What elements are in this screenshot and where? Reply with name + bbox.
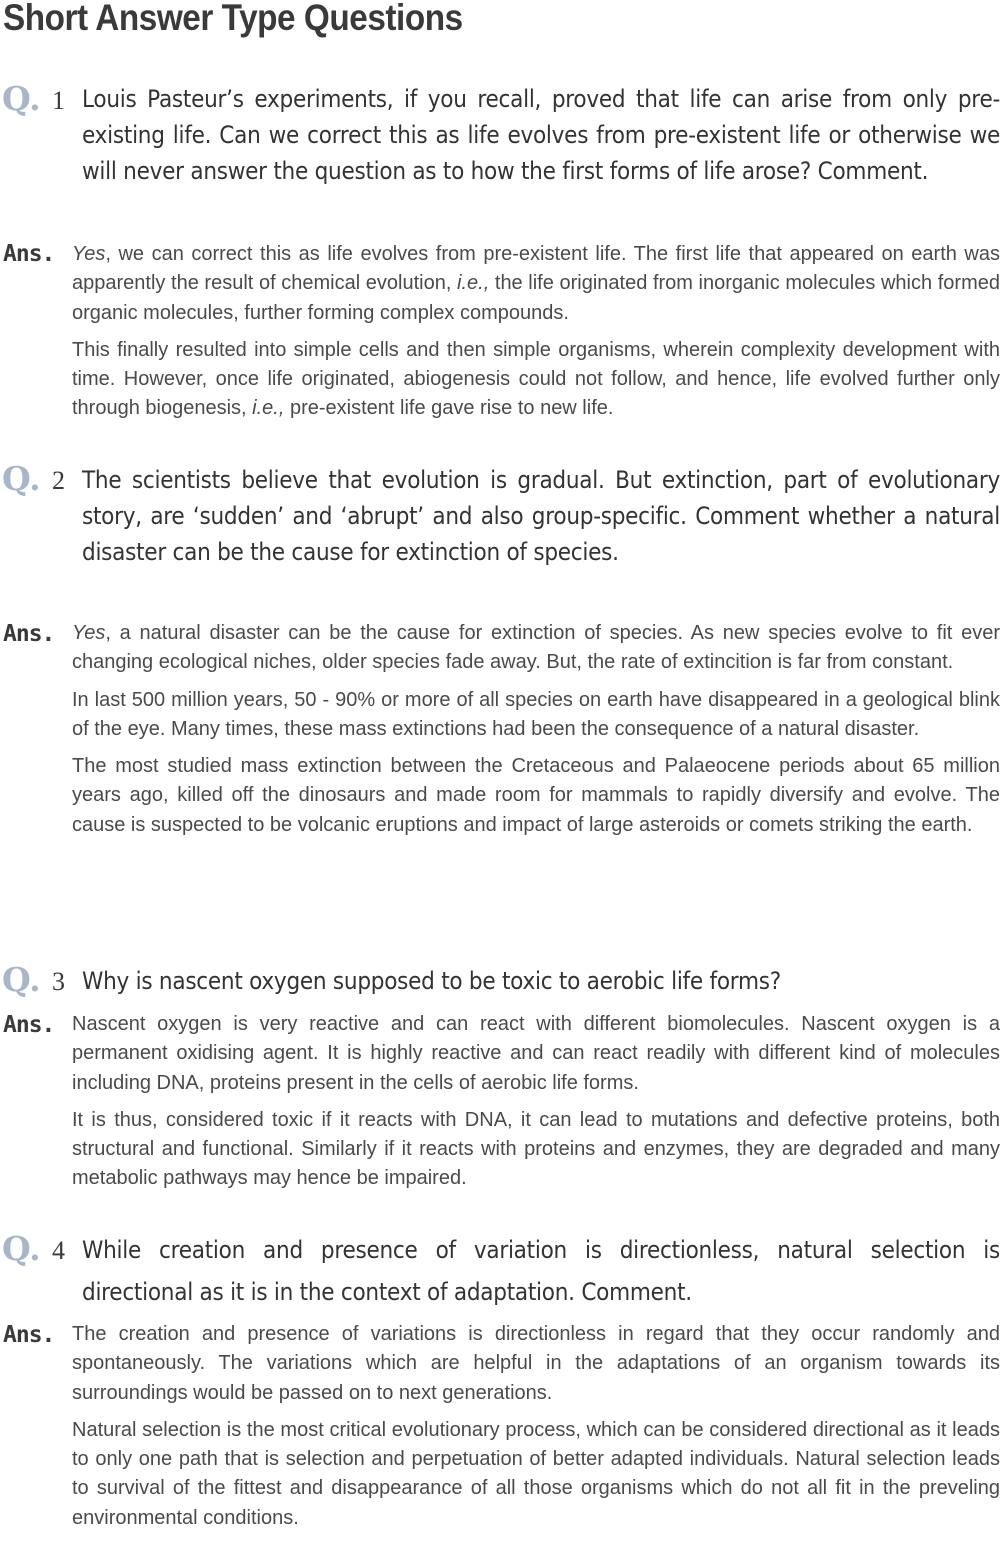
question-marker: Q.: [2, 960, 41, 999]
answer-body-2: [72, 619, 1000, 848]
question-marker: Q.: [2, 1229, 41, 1268]
answer-body-4: [72, 1320, 1000, 1541]
question-number: 1: [52, 86, 65, 115]
question-number: 3: [52, 967, 65, 996]
answer-body-1: [72, 240, 1000, 432]
question-text: The scientists believe that evolution is gradual. But extinction, part of evolutionary story, are ‘sudden’ and ‘abrupt’ and also group-specific. Comment whether a natural disaster can be the cause for extinction of species.: [82, 466, 1000, 566]
answer-paragraph: It is thus, considered toxic if it reacts with DNA, it can lead to mutations and defective proteins, both structural and functional. Similarly if it reacts with proteins and enzymes, they are degraded and many metabolic pathways may hence be impaired.: [72, 1108, 1000, 1190]
section-title: Short Answer Type Questions: [3, 0, 463, 38]
answer-label: Ans.: [3, 241, 55, 267]
question-marker: Q.: [2, 79, 41, 118]
question-number: 2: [52, 466, 65, 495]
answer-paragraph: Natural selection is the most critical evolutionary process, which can be considered directional as it leads to only one path that is selection and perpetuation of better adapted individuals. Natural selection leads to survival of the fittest and disappearance of all those organisms which do not all fit in the preveling environmental conditions.: [72, 1418, 1000, 1529]
question-text: Why is nascent oxygen supposed to be toxic to aerobic life forms?: [82, 967, 781, 995]
answer-paragraph: The most studied mass extinction between the Cretaceous and Palaeocene periods about 65 million years ago, killed off the dinosaurs and made room for mammals to rapidly diversify and evolve. The cause is suspected to be volcanic eruptions and impact of large asteroids or comets striking the earth.: [72, 755, 1000, 836]
question-number: 4: [52, 1236, 65, 1265]
answer-paragraph: Nascent oxygen is very reactive and can react with different biomolecules. Nascent oxygen is a permanent oxidising agent. It is highly reactive and can react readily with different kind of molecules including DNA, proteins present in the cells of aerobic life forms.: [72, 1013, 1000, 1094]
question-text: While creation and presence of variation is directionless, natural selection is directional as it is in the context of adaptation. Comment.: [82, 1236, 1000, 1306]
answer-paragraph: In last 500 million years, 50 - 90% or more of all species on earth have disappeared in a geological blink of the eye. Many times, these mass extinctions had been the consequence of a natural disaster.: [72, 688, 1000, 740]
answer-paragraph: The creation and presence of variations is directionless in regard that they occur randomly and spontaneously. The variations which are helpful in the adaptations of an organism towards its surroundings would be passed on to next generations.: [72, 1323, 1000, 1404]
answer-paragraph: Yes, we can correct this as life evolves from pre-existent life. The first life that appeared on earth was apparently the result of chemical evolution, i.e., the life originated from inorganic molecules which formed organic molecules, further forming complex compounds.: [72, 243, 1000, 324]
answer-label: Ans.: [3, 1012, 55, 1038]
answer-paragraph: This finally resulted into simple cells and then simple organisms, wherein complexity development with time. However, once life originated, abiogenesis could not follow, and hence, life evolved further only through biogenesis, i.e., pre-existent life gave rise to new life.: [72, 338, 1000, 420]
answer-label: Ans.: [3, 621, 55, 647]
answer-body-3: [72, 1010, 1000, 1202]
answer-paragraph: Yes, a natural disaster can be the cause for extinction of species. As new species evolve to fit ever changing ecological niches, older species fade away. But, the rate of extincition is far from constant.: [72, 622, 1000, 674]
answer-label: Ans.: [3, 1322, 55, 1348]
question-marker: Q.: [2, 459, 41, 498]
question-text: Louis Pasteur’s experiments, if you recall, proved that life can arise from only pre-existing life. Can we correct this as life evolves from pre-existent life or otherwise we will never answer the question as to how the first forms of life arose? Comment.: [82, 85, 1000, 185]
